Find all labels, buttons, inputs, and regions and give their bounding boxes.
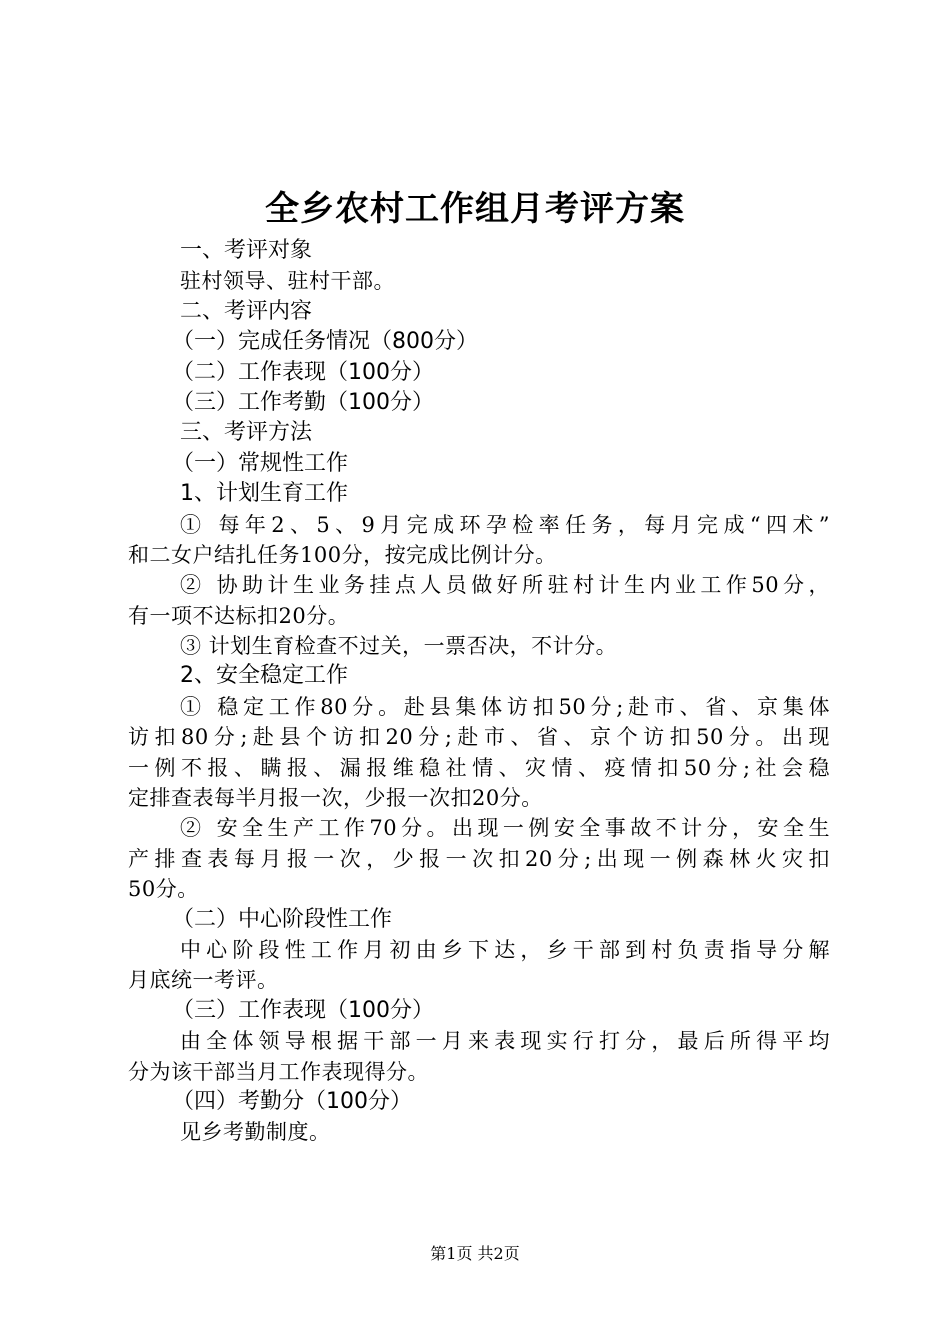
paragraph-line: 见乡考勤制度。: [180, 1120, 331, 1145]
page-footer: 第1页 共2页: [430, 1244, 520, 1263]
subsection-heading: （三）工作考勤（100分）: [172, 389, 434, 415]
paragraph-line: 月底统一考评。: [128, 968, 279, 993]
paragraph-line: 和二女户结扎任务100分，按完成比例计分。: [128, 542, 557, 567]
paragraph-line: ① 每年2、5、9月完成环孕检率任务，每月完成“四术”: [180, 512, 830, 537]
subsection-heading: （二）中心阶段性工作: [172, 906, 393, 932]
subsection-heading: （三）工作表现（100分）: [172, 997, 434, 1023]
paragraph-line: 产排查表每月报一次，少报一次扣20分;出现一例森林火灾扣: [128, 846, 830, 871]
subsection-heading: （一）完成任务情况（800分）: [172, 329, 478, 355]
section-heading: 一、考评对象: [180, 238, 313, 263]
paragraph-line: ③ 计划生育检查不过关，一票否决，不计分。: [180, 634, 618, 659]
section-heading: 三、考评方法: [180, 420, 313, 446]
paragraph-line: ② 安全生产工作70分。出现一例安全事故不计分，安全生: [180, 816, 830, 841]
section-heading: 二、考评内容: [180, 298, 313, 324]
paragraph-line: 由全体领导根据干部一月来表现实行打分，最后所得平均: [180, 1029, 830, 1054]
paragraph-line: 驻村领导、驻村干部。: [180, 269, 395, 294]
paragraph-line: 一例不报、瞒报、漏报维稳社情、灾情、疫情扣50分;社会稳: [128, 755, 830, 780]
paragraph-line: ② 协助计生业务挂点人员做好所驻村计生内业工作50分，: [180, 573, 830, 598]
subsection-heading: （二）工作表现（100分）: [172, 359, 434, 385]
paragraph-line: 有一项不达标扣20分。: [128, 603, 350, 628]
item-heading: 2、安全稳定工作: [180, 663, 348, 689]
document-body: [128, 236, 830, 1148]
subsection-heading: （一）常规性工作: [172, 450, 349, 476]
paragraph-line: 中心阶段性工作月初由乡下达，乡干部到村负责指导分解: [180, 937, 830, 962]
document-title: 全乡农村工作组月考评方案: [265, 189, 685, 229]
item-heading: 1、计划生育工作: [180, 481, 348, 507]
paragraph-line: 访扣80分;赴县个访扣20分;赴市、省、京个访扣50分。出现: [128, 725, 830, 750]
paragraph-line: 定排查表每半月报一次，少报一次扣20分。: [128, 786, 543, 811]
paragraph-line: ① 稳定工作80分。赴县集体访扣50分;赴市、省、京集体: [180, 694, 830, 719]
paragraph-line: 50分。: [128, 877, 199, 902]
paragraph-line: 分为该干部当月工作表现得分。: [128, 1059, 429, 1084]
subsection-heading: （四）考勤分（100分）: [172, 1088, 412, 1114]
